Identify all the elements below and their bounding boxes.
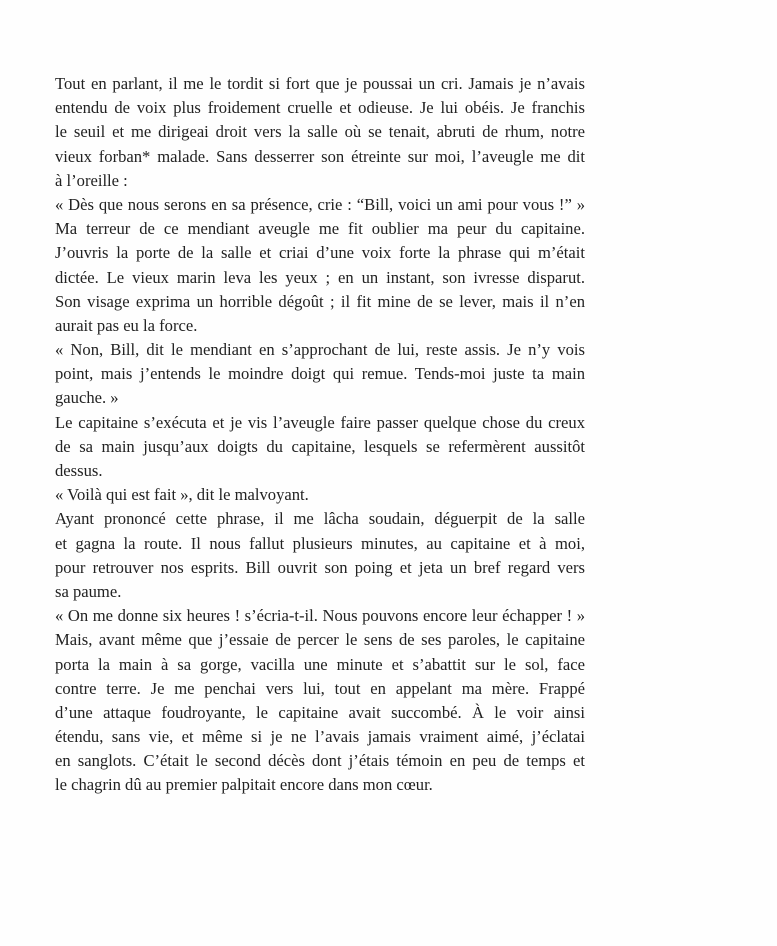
text-line-content: Son visage exprima un horrible dégoût ; il fit mine de se lever, mais il n’en (55, 291, 585, 311)
text-line (55, 386, 585, 410)
paragraph (55, 411, 585, 484)
text-line (55, 507, 585, 531)
text-line (55, 483, 585, 507)
text-line (55, 362, 585, 386)
paragraph (55, 72, 585, 193)
text-line-content: aurait pas eu la force. (55, 315, 198, 335)
text-line-content: Ayant prononcé cette phrase, il me lâcha soudain, déguerpit de la salle (55, 509, 585, 529)
text-line-content: entendu de voix plus froidement cruelle et odieuse. Je lui obéis. Je franchis (55, 98, 585, 118)
text-line-content: en sanglots. C’était le second décès dont j’étais témoin en peu de temps et (55, 751, 585, 771)
text-line (55, 725, 585, 749)
body-text (55, 72, 585, 798)
text-line (55, 556, 585, 580)
text-line-content: Le capitaine s’exécuta et je vis l’aveugle faire passer quelque chose du creux (55, 412, 585, 432)
text-line-content: « Dès que nous serons en sa présence, crie : “Bill, voici un ami pour vous !” » (55, 194, 585, 214)
text-line-content: point, mais j’entends le moindre doigt qui remue. Tends-moi juste ta main (55, 364, 585, 384)
paragraph (55, 217, 585, 338)
paragraph (55, 193, 585, 217)
text-line-content: dessus. (55, 461, 103, 480)
paragraph (55, 628, 585, 797)
text-line-content: Tout en parlant, il me le tordit si fort que je poussai un cri. Jamais je n’avais (55, 74, 585, 93)
text-line-content: contre terre. Je me penchai vers lui, tout en appelant ma mère. Frappé (55, 678, 585, 698)
text-line-content: le chagrin dû au premier palpitait encore dans mon cœur. (55, 775, 433, 795)
text-line (55, 290, 585, 314)
text-line-content: pour retrouver nos esprits. Bill ouvrit son poing et jeta un bref regard vers (55, 557, 585, 577)
text-line (55, 749, 585, 773)
paragraph (55, 507, 585, 604)
text-line-content: Ma terreur de ce mendiant aveugle me fit oublier ma peur du capitaine. (55, 219, 585, 239)
text-line (55, 169, 585, 193)
text-line-content: « On me donne six heures ! s’écria-t-il. Nous pouvons encore leur échapper ! » (55, 606, 585, 626)
paragraph (55, 604, 585, 628)
text-line-content: dictée. Le vieux marin leva les yeux ; en un instant, son ivresse disparut. (55, 267, 585, 287)
text-line (55, 145, 585, 169)
text-line (55, 604, 585, 628)
text-line (55, 532, 585, 556)
paragraph (55, 483, 585, 507)
text-line (55, 773, 585, 797)
text-line-content: sa paume. (55, 581, 122, 601)
text-line (55, 580, 585, 604)
text-line (55, 314, 585, 338)
text-line (55, 72, 585, 96)
text-line (55, 193, 585, 217)
text-line (55, 628, 585, 652)
text-line (55, 701, 585, 725)
text-line-content: « Non, Bill, dit le mendiant en s’approchant de lui, reste assis. Je n’y vois (55, 340, 585, 360)
text-line-content: gauche. » (55, 388, 119, 408)
text-line-content: à l’oreille : (55, 170, 128, 190)
text-line (55, 241, 585, 265)
text-line-content: vieux forban* malade. Sans desserrer son étreinte sur moi, l’aveugle me dit (55, 146, 585, 166)
text-line-content: d’une attaque foudroyante, le capitaine avait succombé. À le voir ainsi (55, 702, 585, 722)
text-line (55, 96, 585, 120)
text-line (55, 677, 585, 701)
text-line (55, 338, 585, 362)
text-line (55, 653, 585, 677)
text-line-content: J’ouvris la porte de la salle et criai d’une voix forte la phrase qui m’était (55, 243, 585, 263)
text-line-content: étendu, sans vie, et même si je ne l’avais jamais vraiment aimé, j’éclatai (55, 727, 585, 747)
text-line (55, 217, 585, 241)
text-line (55, 459, 585, 483)
text-line-content: « Voilà qui est fait », dit le malvoyant. (55, 485, 309, 505)
text-line (55, 266, 585, 290)
text-line-content: porta la main à sa gorge, vacilla une minute et s’abattit sur le sol, face (55, 654, 585, 674)
text-line-content: le seuil et me dirigeai droit vers la salle où se tenait, abruti de rhum, notre (55, 122, 585, 142)
text-line-content: de sa main jusqu’aux doigts du capitaine, lesquels se refermèrent aussitôt (55, 436, 585, 456)
text-line (55, 435, 585, 459)
text-line-content: et gagna la route. Il nous fallut plusieurs minutes, au capitaine et à moi, (55, 533, 585, 553)
paragraph (55, 338, 585, 411)
text-line-content: Mais, avant même que j’essaie de percer le sens de ses paroles, le capitaine (55, 630, 585, 650)
text-line (55, 411, 585, 435)
text-line (55, 120, 585, 144)
